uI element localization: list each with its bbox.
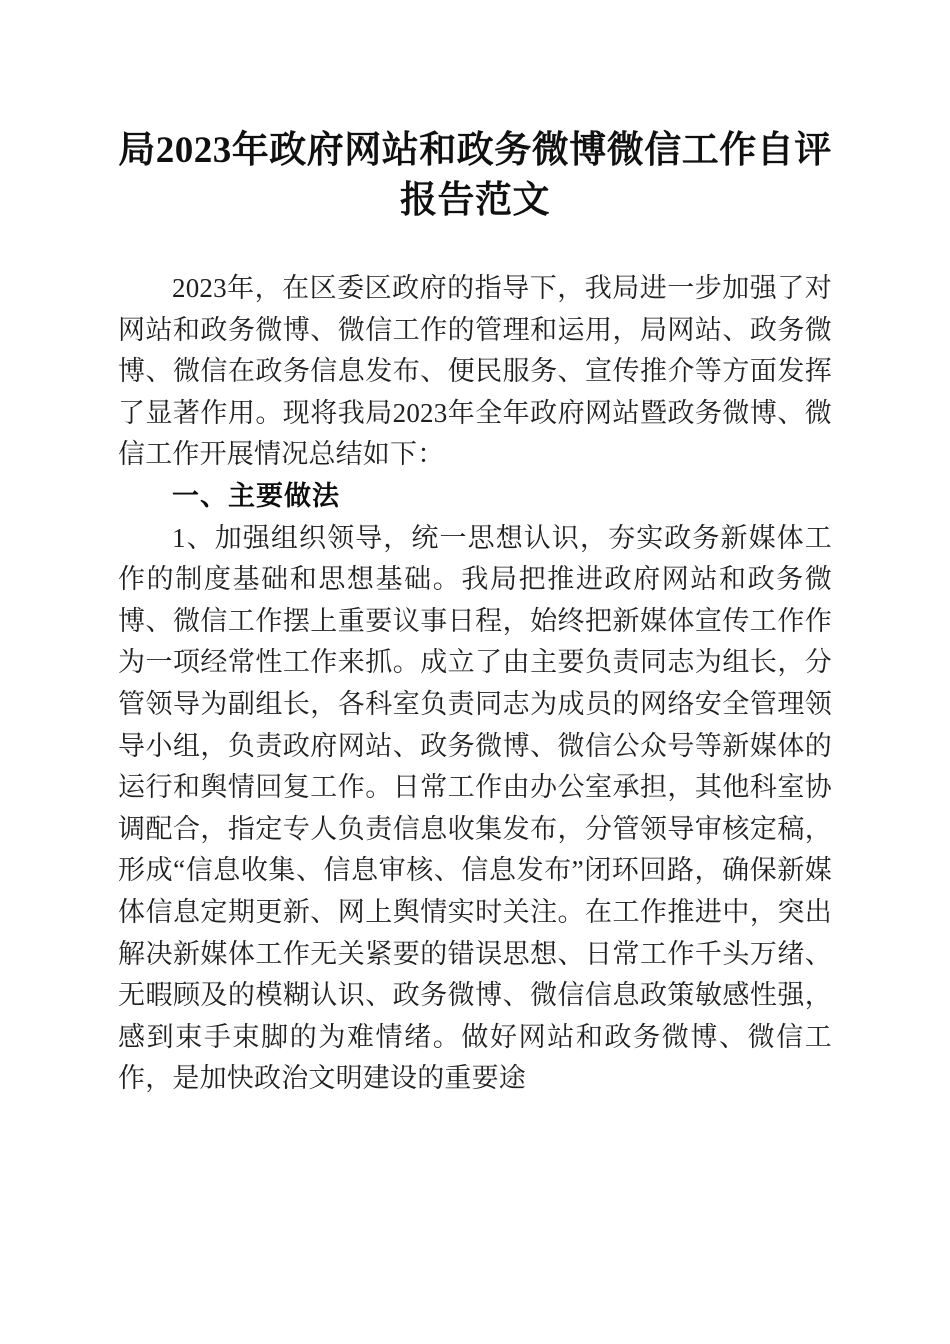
page-title [118,126,832,226]
section-heading-main-practices: 一、主要做法 [172,480,340,511]
intro-paragraph: 2023年，在区委区政府的指导下，我局进一步加强了对网站和政务微博、微信工作的管理和运用，局网站、政务微博、微信在政务信息发布、便民服务、宣传推介等方面发挥了显著作用。现将我局2023年全年政府网站暨政务微博、微信工作开展情况总结如下： [118,273,832,470]
page-title-line-2: 报告范文 [400,180,550,221]
item-1-paragraph: 1、加强组织领导，统一思想认识，夯实政务新媒体工作的制度基础和思想基础。我局把推进政府网站和政务微博、微信工作摆上重要议事日程，始终把新媒体宣传工作作为一项经常性工作来抓。成立了由主要负责同志为组长，分管领导为副组长，各科室负责同志为成员的网络安全管理领导小组，负责政府网站、政务微博、微信公众号等新媒体的运行和舆情回复工作。日常工作由办公室承担，其他科室协调配合，指定专人负责信息收集发布，分管领导审核定稿，形成“信息收集、信息审核、信息发布”闭环回路，确保新媒体信息定期更新、网上舆情实时关注。在工作推进中，突出解决新媒体工作无关紧要的错误思想、日常工作千头万绪、无暇顾及的模糊认识、政务微博、微信信息政策敏感性强，感到束手束脚的为难情绪。做好网站和政务微博、微信工作，是加快政治文明建设的重要途 [118,522,832,1094]
content-blocks [118,268,832,1100]
page-title-line-1: 局2023年政府网站和政务微博微信工作自评 [118,130,832,171]
